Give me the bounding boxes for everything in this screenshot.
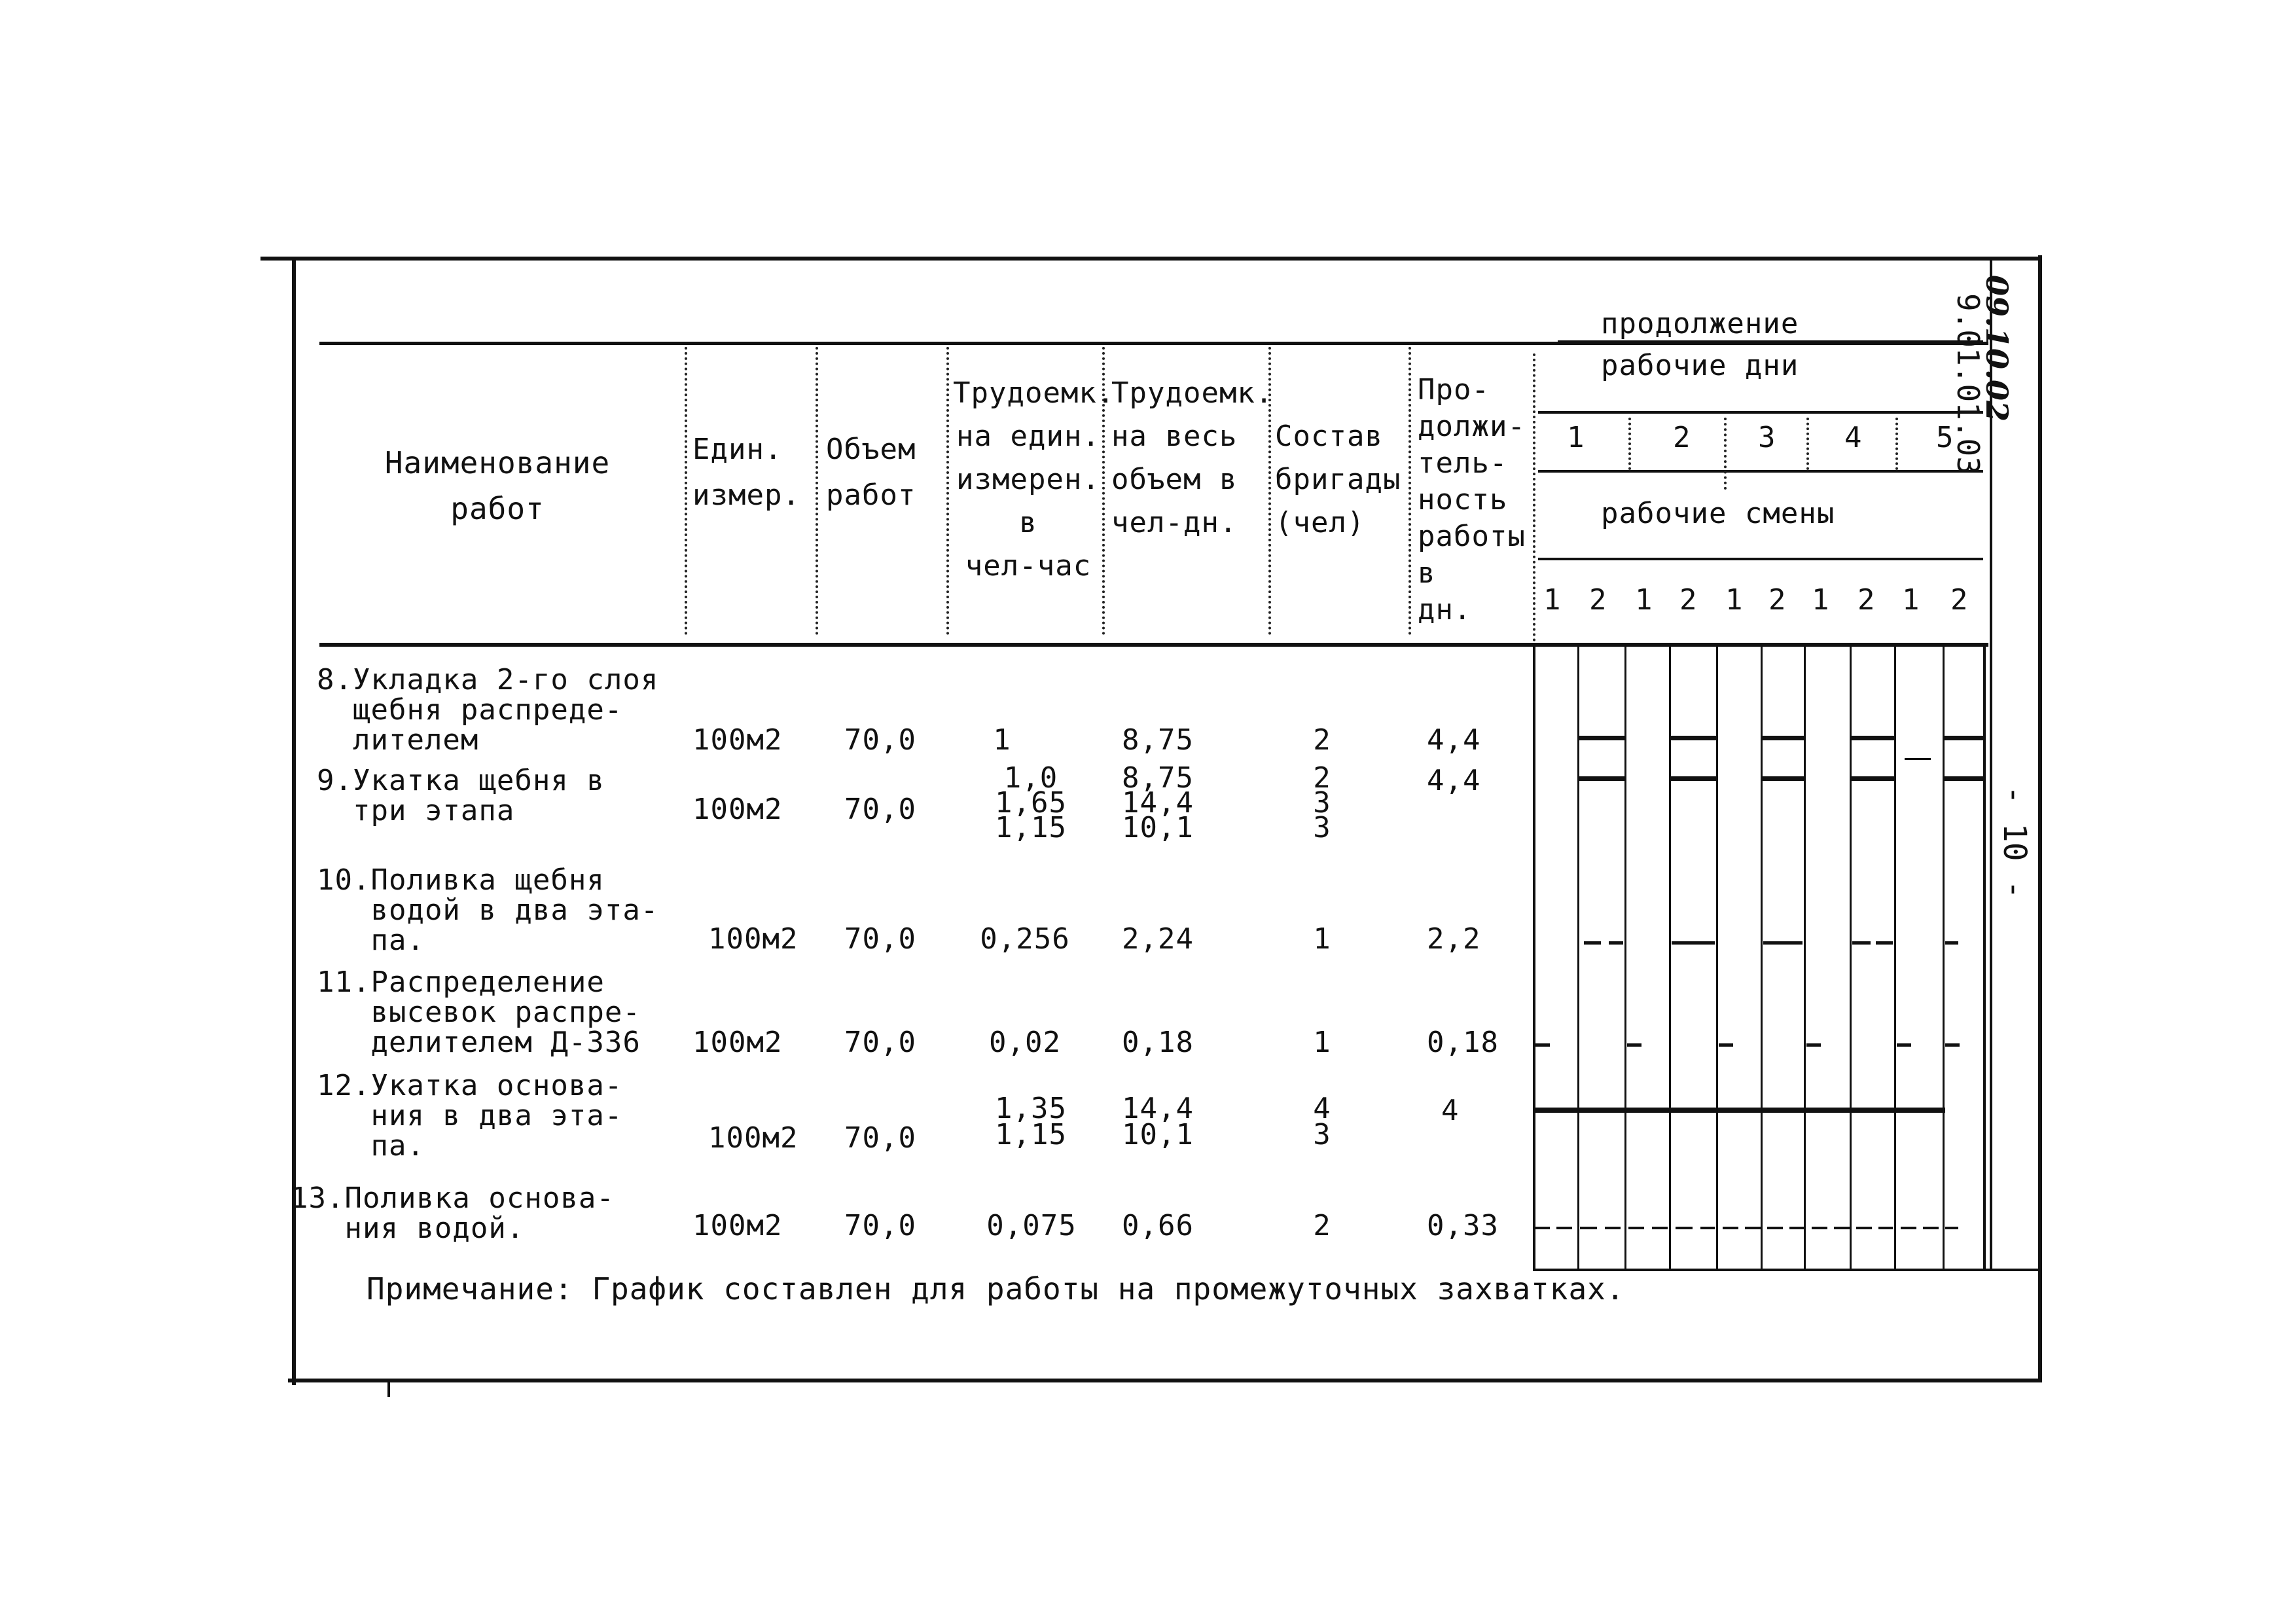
frame-bottom-tick (387, 1380, 390, 1397)
days-top-rule (1558, 340, 1983, 343)
row-volume: 70,0 (844, 1026, 916, 1059)
row-name: 8.Укладка 2-го слоя щебня распреде- лителем (317, 663, 659, 757)
col-sep (1408, 347, 1411, 635)
gantt-bar (1577, 776, 1624, 781)
row-labor-total: 0,66 (1122, 1209, 1194, 1242)
row-labor-unit: 0,075 (986, 1209, 1077, 1242)
gantt-grid-line (1983, 647, 1986, 1269)
row-name: 12.Укатка основа- ния в два эта- па. (317, 1069, 623, 1163)
row-duration: 0,18 (1427, 1026, 1499, 1059)
days-bottom-rule (1538, 470, 1983, 473)
side-page-number: - 10 - (1996, 785, 2033, 899)
shifts-rule (1538, 558, 1983, 560)
col-sep (685, 347, 687, 635)
row-labor-total: 8,75 14,4 10,1 (1122, 761, 1194, 844)
gantt-bar (1556, 1227, 1572, 1229)
shift-number: 2 (1589, 583, 1607, 617)
gantt-bar (1901, 1227, 1916, 1229)
header-labor-total-column: Трудоемк. на весь объем в чел-дн. (1111, 376, 1274, 539)
row-unit: 100м2 (692, 1026, 783, 1059)
gantt-grid-line (1804, 647, 1806, 1269)
gantt-bar (1584, 941, 1601, 945)
gantt-bar (1945, 941, 1958, 945)
gantt-bar (1669, 736, 1716, 740)
header-volume-column: Объем работ (826, 433, 916, 512)
row-crew: 2 (1313, 1209, 1331, 1242)
header-labor-unit-column: Трудоемк. на един. измерен. в чел-час (953, 376, 1115, 583)
header-unit-column: Един. измер. (692, 433, 800, 512)
header-bottom-rule (319, 643, 1988, 647)
gantt-bar (1652, 1227, 1668, 1229)
frame-top-rule (260, 257, 2041, 261)
gantt-bar (1761, 736, 1804, 740)
row-duration: 4,4 (1427, 764, 1481, 797)
gantt-bar (1878, 1227, 1893, 1229)
row-crew: 1 (1313, 922, 1331, 956)
row-name: 11.Распределение высевок распре- делителем Д-336 (317, 965, 641, 1059)
shift-number: 2 (1768, 583, 1787, 617)
row-volume: 70,0 (844, 1209, 916, 1242)
row-duration: 4,4 (1427, 723, 1481, 757)
row-volume: 70,0 (844, 1121, 916, 1155)
row-crew: 4 3 (1313, 1092, 1331, 1151)
gantt-bar (1609, 941, 1623, 945)
gantt-bar (1876, 941, 1893, 945)
row-duration: 2,2 (1427, 922, 1481, 956)
row-labor-unit: 1 (993, 723, 1011, 757)
gantt-bar (1767, 1227, 1783, 1229)
gantt-bar (1719, 1043, 1733, 1047)
row-labor-total: 2,24 (1122, 922, 1194, 956)
gantt-bar (1897, 1043, 1911, 1047)
gantt-bar (1850, 776, 1894, 781)
day-number: 5 (1936, 421, 1954, 454)
shift-number: 1 (1725, 583, 1744, 617)
shift-number: 2 (1950, 583, 1969, 617)
gantt-grid-line (1894, 647, 1896, 1269)
gantt-bar (1627, 1043, 1641, 1047)
frame-bottom-rule (288, 1379, 2042, 1382)
row-labor-total: 0,18 (1122, 1026, 1194, 1059)
day-sep (1724, 418, 1727, 490)
gantt-bar (1676, 1227, 1693, 1229)
day-number: 2 (1673, 421, 1691, 454)
row-unit: 100м2 (692, 793, 783, 826)
row-crew: 1 (1313, 1026, 1331, 1059)
col-sep (946, 347, 949, 635)
day-sep (1628, 418, 1631, 470)
header-work-shifts: рабочие смены (1601, 497, 1835, 530)
gantt-bar (1605, 1227, 1621, 1229)
header-work-days: рабочие дни (1601, 349, 1799, 382)
row-volume: 70,0 (844, 793, 916, 826)
gantt-bar (1850, 736, 1894, 740)
gantt-bar (1535, 1227, 1550, 1229)
gantt-bar (1580, 1227, 1597, 1229)
row-labor-unit: 0,256 (980, 922, 1070, 956)
gantt-grid-line (1624, 647, 1626, 1269)
gantt-grid-line (1716, 647, 1718, 1269)
gantt-bar (1945, 1227, 1958, 1229)
row-labor-total: 14,4 10,1 (1122, 1092, 1194, 1151)
gantt-bar (1834, 1227, 1850, 1229)
row-name: 9.Укатка щебня в три этапа (317, 764, 605, 827)
row-labor-unit: 0,02 (989, 1026, 1061, 1059)
row-labor-total: 8,75 (1122, 723, 1194, 757)
row-unit: 100м2 (708, 1121, 798, 1155)
gantt-bar (1856, 1227, 1872, 1229)
shift-number: 1 (1543, 583, 1562, 617)
day-number: 4 (1844, 421, 1863, 454)
gantt-bar (1923, 1227, 1939, 1229)
shift-number: 1 (1812, 583, 1830, 617)
day-number: 1 (1567, 421, 1585, 454)
header-continuation: продолжение (1601, 307, 1799, 340)
gantt-bar (1669, 776, 1716, 781)
footnote: Примечание: График составлен для работы на промежуточных захватках. (367, 1271, 1625, 1307)
gantt-bar (1852, 941, 1871, 945)
row-duration: 0,33 (1427, 1209, 1499, 1242)
frame-right-rule (2038, 255, 2042, 1381)
gantt-bar (1577, 736, 1624, 740)
row-name: 10.Поливка щебня водой в два эта- па. (317, 863, 659, 957)
header-name-column: Наименование работ (384, 445, 611, 526)
row-unit: 100м2 (692, 1209, 783, 1242)
row-unit: 100м2 (708, 922, 798, 956)
gantt-bar (1628, 1227, 1644, 1229)
shift-number: 2 (1857, 583, 1876, 617)
row-labor-unit: 1,35 1,15 (995, 1092, 1067, 1151)
gantt-bar (1535, 1043, 1550, 1047)
gantt-bar (1943, 776, 1983, 781)
row-crew: 2 3 3 (1313, 761, 1331, 844)
row-unit: 100м2 (692, 723, 783, 757)
shift-number: 1 (1902, 583, 1920, 617)
side-doc-code: 9.01.01.03 (1950, 293, 1986, 475)
gantt-bar (1789, 1227, 1804, 1229)
days-rule (1538, 411, 1983, 414)
col-sep (816, 347, 818, 635)
gantt-bar-dash (1905, 758, 1931, 760)
gantt-bar (1745, 1227, 1761, 1229)
shift-number: 2 (1679, 583, 1698, 617)
gantt-bar (1672, 941, 1715, 945)
row-volume: 70,0 (844, 723, 916, 757)
day-sep (1895, 418, 1898, 470)
row-crew: 2 (1313, 723, 1331, 757)
header-duration-column: Про- должи- тель- ность работы в дн. (1418, 373, 1526, 626)
gantt-grid-line (1533, 647, 1535, 1269)
gantt-bar (1943, 736, 1983, 740)
shift-number: 1 (1635, 583, 1653, 617)
row-volume: 70,0 (844, 922, 916, 956)
side-handwritten-date: 09.10.02 (1979, 275, 2015, 422)
row-duration: 4 (1441, 1094, 1460, 1127)
header-crew-column: Состав бригады (чел) (1275, 420, 1401, 539)
gantt-bar (1806, 1043, 1821, 1047)
gantt-bar (1700, 1227, 1715, 1229)
gantt-bar (1763, 941, 1803, 945)
col-sep (1533, 353, 1535, 641)
day-sep (1806, 418, 1809, 470)
gantt-bar (1945, 1043, 1960, 1047)
gantt-bar (1723, 1227, 1738, 1229)
row-labor-unit: 1,0 1,65 1,15 (995, 761, 1067, 844)
row-name: 13.Поливка основа- ния водой. (291, 1182, 615, 1245)
gantt-bar (1761, 776, 1804, 781)
gantt-bar (1533, 1108, 1945, 1113)
gantt-bar (1812, 1227, 1827, 1229)
day-number: 3 (1758, 421, 1776, 454)
